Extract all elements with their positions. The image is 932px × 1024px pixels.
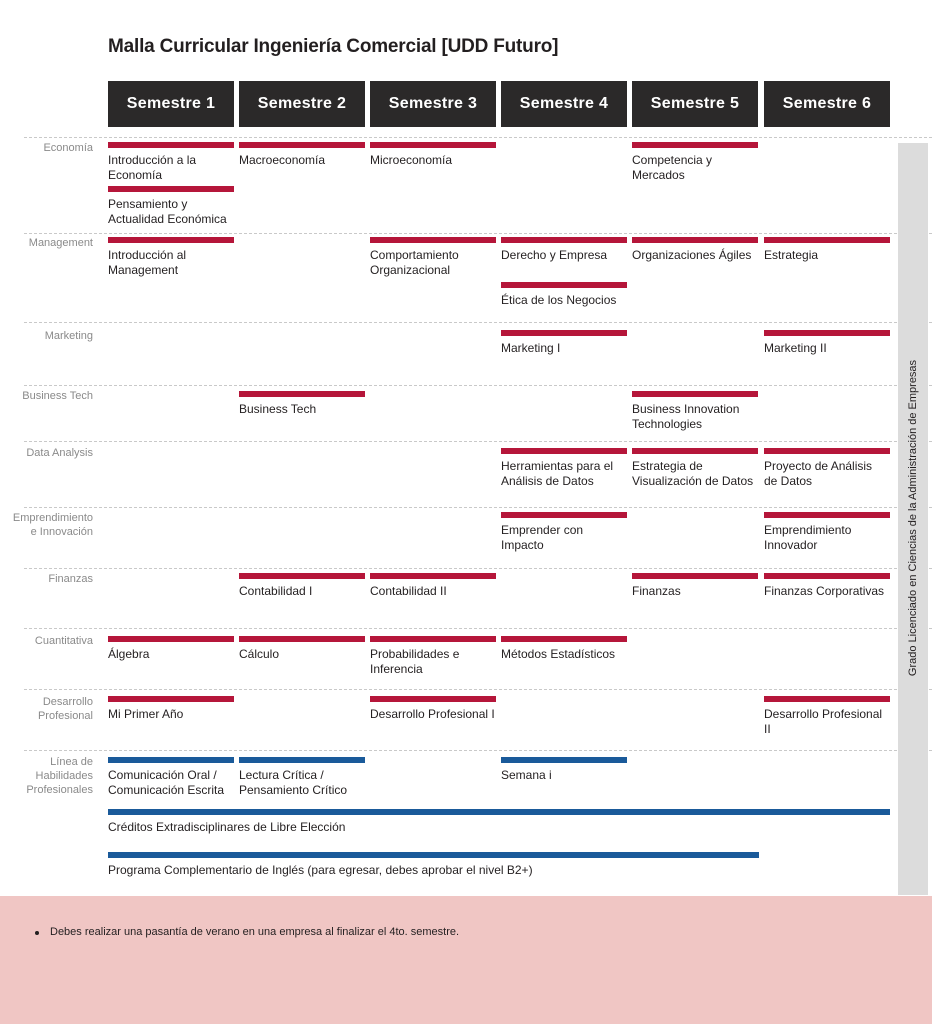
course-creditos-extradisciplinares[interactable] <box>108 809 890 834</box>
course-herramientas-analisis[interactable] <box>501 448 627 488</box>
row-label-desarrollo: Desarrollo Profesional <box>37 696 93 722</box>
course-title: Business Tech <box>239 402 317 416</box>
semester-header-1: Semestre 1 <box>108 81 234 127</box>
course-title: Mi Primer Año <box>108 707 184 721</box>
course-marketing-2[interactable] <box>764 330 890 356</box>
course-title: Probabilidades e Inferencia <box>370 647 460 676</box>
row-label-emprendimiento: Emprendimiento e Innovación <box>12 512 93 538</box>
course-bar <box>239 391 365 397</box>
course-mi-primer-ano[interactable] <box>108 696 234 722</box>
course-bar <box>370 696 496 702</box>
course-title: Emprender con Impacto <box>501 523 584 552</box>
course-bar <box>764 696 890 702</box>
course-bar <box>764 573 890 579</box>
course-bar <box>501 282 627 288</box>
bullet-icon <box>35 931 39 935</box>
course-estrategia[interactable] <box>764 237 890 263</box>
course-bar <box>632 142 758 148</box>
course-bar <box>239 636 365 642</box>
course-macroeconomia[interactable] <box>239 142 365 168</box>
course-title: Comunicación Oral / Comunicación Escrita <box>108 768 225 797</box>
course-bar <box>764 512 890 518</box>
course-business-innovation[interactable] <box>632 391 758 431</box>
course-title: Programa Complementario de Inglés (para egresar, debes aprobar el nivel B2+) <box>108 863 533 877</box>
course-bar <box>632 237 758 243</box>
course-bar <box>501 330 627 336</box>
course-title: Desarrollo Profesional I <box>370 707 495 721</box>
row-label-economia: Economía <box>43 142 93 154</box>
row-divider <box>24 628 932 629</box>
course-bar <box>501 757 627 763</box>
course-bar <box>501 237 627 243</box>
course-programa-ingles[interactable] <box>108 852 759 877</box>
course-bar <box>764 448 890 454</box>
course-title: Introducción a la Economía <box>108 153 197 182</box>
course-bar <box>239 573 365 579</box>
course-title: Contabilidad II <box>370 584 447 598</box>
course-bar <box>108 237 234 243</box>
course-title: Comportamiento Organizacional <box>370 248 459 277</box>
course-desarrollo-profesional-2[interactable] <box>764 696 890 736</box>
course-bar <box>108 757 234 763</box>
row-divider <box>24 441 932 442</box>
course-bar <box>108 696 234 702</box>
course-bar <box>632 391 758 397</box>
course-estrategia-visualizacion[interactable] <box>632 448 758 488</box>
course-title: Álgebra <box>108 647 150 661</box>
row-label-business-tech: Business Tech <box>22 390 93 402</box>
course-comportamiento-organizacional[interactable] <box>370 237 496 277</box>
course-title: Semana i <box>501 768 552 782</box>
course-finanzas[interactable] <box>632 573 758 599</box>
course-proyecto-analisis[interactable] <box>764 448 890 488</box>
course-bar <box>370 636 496 642</box>
course-bar <box>239 757 365 763</box>
course-lectura-critica[interactable] <box>239 757 365 797</box>
course-bar <box>370 142 496 148</box>
course-title: Emprendimiento Innovador <box>764 523 852 552</box>
course-semana-i[interactable] <box>501 757 627 783</box>
course-bar <box>239 142 365 148</box>
footer-note-panel <box>0 896 932 1024</box>
course-title: Microeconomía <box>370 153 453 167</box>
course-business-tech[interactable] <box>239 391 365 417</box>
course-bar <box>108 186 234 192</box>
course-bar <box>764 330 890 336</box>
course-emprendimiento-innovador[interactable] <box>764 512 890 552</box>
course-title: Desarrollo Profesional II <box>764 707 883 736</box>
course-title: Marketing II <box>764 341 827 355</box>
course-organizaciones-agiles[interactable] <box>632 237 758 263</box>
course-contabilidad-2[interactable] <box>370 573 496 599</box>
course-title: Finanzas Corporativas <box>764 584 885 598</box>
course-metodos-estadisticos[interactable] <box>501 636 627 662</box>
course-bar <box>370 237 496 243</box>
row-label-habilidades: Línea de Habilidades Profesionales <box>26 756 93 796</box>
course-bar <box>501 448 627 454</box>
course-bar <box>632 573 758 579</box>
row-label-finanzas: Finanzas <box>48 573 93 585</box>
course-title: Derecho y Empresa <box>501 248 608 262</box>
course-bar <box>108 142 234 148</box>
course-title: Marketing I <box>501 341 561 355</box>
course-comunicacion[interactable] <box>108 757 234 797</box>
row-label-data-analysis: Data Analysis <box>26 447 93 459</box>
row-divider <box>24 689 932 690</box>
course-title: Proyecto de Análisis de Datos <box>764 459 873 488</box>
course-title: Organizaciones Ágiles <box>632 248 752 262</box>
course-title: Pensamiento y Actualidad Económica <box>108 197 227 226</box>
course-title: Herramientas para el Análisis de Datos <box>501 459 614 488</box>
course-title: Estrategia <box>764 248 819 262</box>
course-competencia-mercados[interactable] <box>632 142 758 182</box>
course-etica-negocios[interactable] <box>501 282 627 308</box>
course-intro-management[interactable] <box>108 237 234 277</box>
course-title: Lectura Crítica / Pensamiento Crítico <box>239 768 348 797</box>
course-title: Business Innovation Technologies <box>632 402 740 431</box>
row-divider <box>24 233 932 234</box>
course-bar <box>370 573 496 579</box>
semester-header-3: Semestre 3 <box>370 81 496 127</box>
course-bar <box>108 636 234 642</box>
row-divider <box>24 137 932 138</box>
course-intro-economia[interactable] <box>108 142 234 182</box>
course-finanzas-corporativas[interactable] <box>764 573 890 599</box>
course-title: Métodos Estadísticos <box>501 647 616 661</box>
course-bar <box>108 852 759 858</box>
course-calculo[interactable] <box>239 636 365 662</box>
course-title: Macroeconomía <box>239 153 326 167</box>
semester-header-2: Semestre 2 <box>239 81 365 127</box>
course-title: Cálculo <box>239 647 280 661</box>
semester-header-5: Semestre 5 <box>632 81 758 127</box>
course-title: Introducción al Management <box>108 248 187 277</box>
row-divider <box>24 507 932 508</box>
course-bar <box>501 636 627 642</box>
course-probabilidades[interactable] <box>370 636 496 676</box>
row-divider <box>24 322 932 323</box>
course-bar <box>501 512 627 518</box>
course-title: Estrategia de Visualización de Datos <box>632 459 754 488</box>
course-pensamiento-actualidad[interactable] <box>108 186 234 226</box>
row-divider <box>24 750 932 751</box>
row-label-management: Management <box>28 237 93 249</box>
row-label-marketing: Marketing <box>44 330 93 342</box>
course-desarrollo-profesional-1[interactable] <box>370 696 496 722</box>
course-title: Finanzas <box>632 584 681 598</box>
course-bar <box>632 448 758 454</box>
course-contabilidad-1[interactable] <box>239 573 365 599</box>
course-bar <box>108 809 890 815</box>
semester-header-4: Semestre 4 <box>501 81 627 127</box>
course-title: Contabilidad I <box>239 584 313 598</box>
course-title: Créditos Extradisciplinares de Libre Elección <box>108 820 346 834</box>
row-divider <box>24 568 932 569</box>
row-divider <box>24 385 932 386</box>
course-derecho-empresa[interactable] <box>501 237 627 263</box>
course-bar <box>764 237 890 243</box>
course-title: Ética de los Negocios <box>501 293 617 307</box>
page-title: Malla Curricular Ingeniería Comercial [UDD Futuro] <box>108 36 559 57</box>
course-emprender-impacto[interactable] <box>501 512 627 552</box>
footer-note-text: Debes realizar una pasantía de verano en una empresa al finalizar el 4to. semestre. <box>50 926 460 938</box>
course-marketing-1[interactable] <box>501 330 627 356</box>
row-label-cuantitativa: Cuantitativa <box>34 635 93 647</box>
semester-header-6: Semestre 6 <box>764 81 890 127</box>
degree-label: Grado Licenciado en Ciencias de la Administración de Empresas <box>907 359 919 677</box>
footer-note-item <box>50 926 459 938</box>
course-microeconomia[interactable] <box>370 142 496 168</box>
course-algebra[interactable] <box>108 636 234 662</box>
course-title: Competencia y Mercados <box>632 153 713 182</box>
